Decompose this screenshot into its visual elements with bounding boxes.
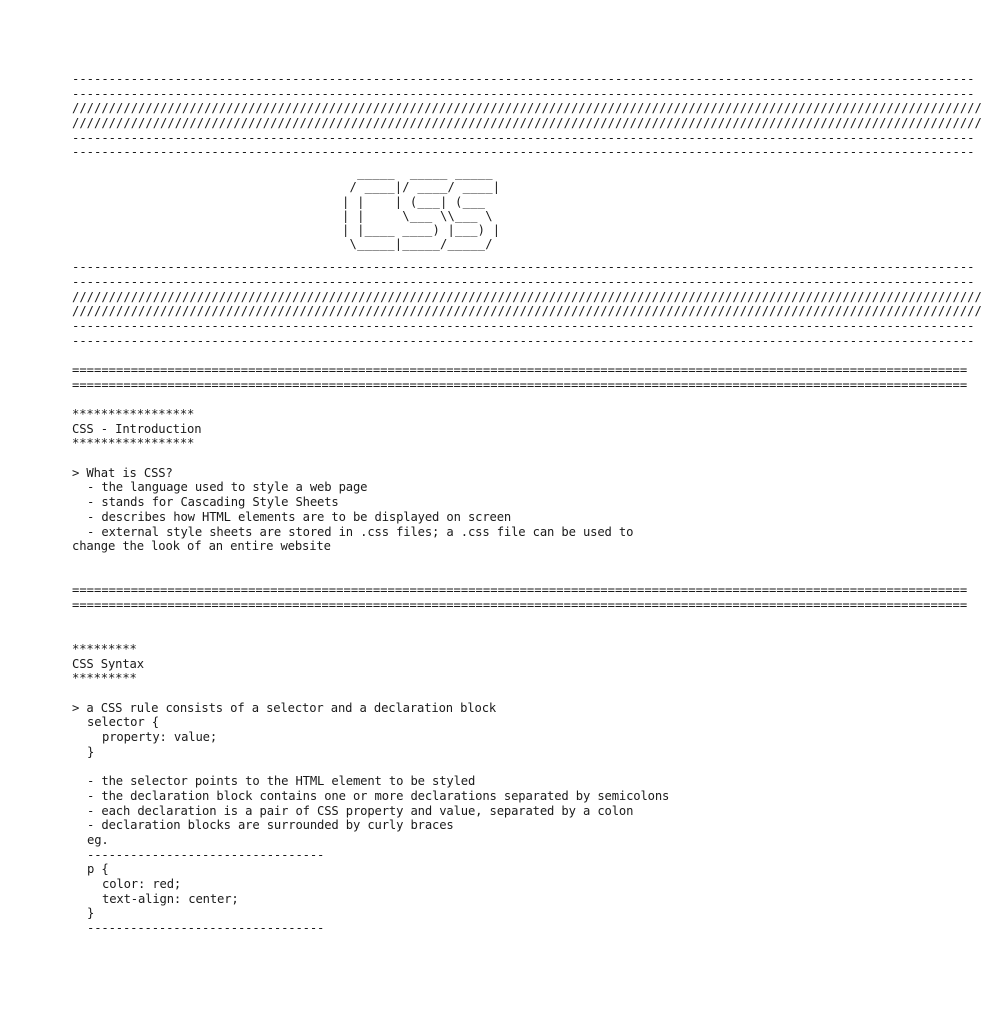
syntax-bullet: - each declaration is a pair of CSS property and value, separated by a colon [87, 803, 634, 818]
dash-rule: --------------------------------------------------------------------------------------------------------------------------- [72, 260, 975, 275]
code-line: text-align: center; [102, 891, 239, 906]
dash-rule: --------------------------------------------------------------------------------------------------------------------------- [72, 86, 975, 101]
code-line: property: value; [102, 730, 217, 745]
section-rule: ========================================================================================================================== [72, 597, 968, 612]
syntax-bullet: - declaration blocks are surrounded by curly braces [87, 818, 454, 833]
syntax-lead: > a CSS rule consists of a selector and a declaration block [72, 700, 497, 715]
example-rule: --------------------------------- [87, 921, 325, 936]
intro-bullet: - the language used to style a web page [87, 480, 368, 495]
syntax-stars: ********* [72, 642, 137, 657]
code-line: p { [87, 862, 109, 877]
intro-stars: ***************** [72, 436, 195, 451]
syntax-stars: ********* [72, 671, 137, 686]
section-rule: ========================================================================================================================== [72, 362, 968, 377]
section-rule: ========================================================================================================================== [72, 583, 968, 598]
slash-rule: //////////////////////////////////////////////////////////////////////////////////////////////////////////////////////////// [72, 116, 982, 131]
slash-rule: //////////////////////////////////////////////////////////////////////////////////////////////////////////////////////////// [72, 304, 982, 319]
intro-title: CSS - Introduction [72, 421, 202, 436]
ascii-css-logo: _____ _____ _____ / ____|/ ____/ ____| | | | (___| (___ | | \___ \\___ \ | |____ ____) |___) | \_____|_____/_____/ [342, 166, 501, 252]
intro-bullet: - describes how HTML elements are to be displayed on screen [87, 509, 512, 524]
code-line: } [87, 744, 95, 759]
dash-rule: --------------------------------------------------------------------------------------------------------------------------- [72, 72, 975, 86]
intro-question: > What is CSS? [72, 465, 173, 480]
intro-stars: ***************** [72, 407, 195, 421]
syntax-title: CSS Syntax [72, 656, 144, 671]
syntax-bullet: - the declaration block contains one or more declarations separated by semicolons [87, 788, 670, 803]
syntax-bullet: - the selector points to the HTML element to be styled [87, 774, 476, 789]
intro-continuation: change the look of an entire website [72, 539, 331, 554]
dash-rule: --------------------------------------------------------------------------------------------------------------------------- [72, 130, 975, 145]
code-line: } [87, 906, 95, 921]
section-rule: ========================================================================================================================== [72, 377, 968, 392]
eg-label: eg. [87, 832, 109, 847]
code-line: color: red; [102, 877, 182, 892]
slash-rule: //////////////////////////////////////////////////////////////////////////////////////////////////////////////////////////// [72, 101, 982, 116]
dash-rule: --------------------------------------------------------------------------------------------------------------------------- [72, 145, 975, 160]
slash-rule: //////////////////////////////////////////////////////////////////////////////////////////////////////////////////////////// [72, 289, 982, 304]
code-line: selector { [87, 715, 159, 730]
document-page [72, 72, 982, 936]
ascii-logo-area [72, 166, 712, 252]
dash-rule: --------------------------------------------------------------------------------------------------------------------------- [72, 318, 975, 333]
dash-rule: --------------------------------------------------------------------------------------------------------------------------- [72, 274, 975, 289]
example-rule: --------------------------------- [87, 847, 325, 862]
intro-bullet: - external style sheets are stored in .css files; a .css file can be used to [87, 524, 634, 539]
dash-rule: --------------------------------------------------------------------------------------------------------------------------- [72, 333, 975, 348]
intro-bullet: - stands for Cascading Style Sheets [87, 495, 339, 510]
